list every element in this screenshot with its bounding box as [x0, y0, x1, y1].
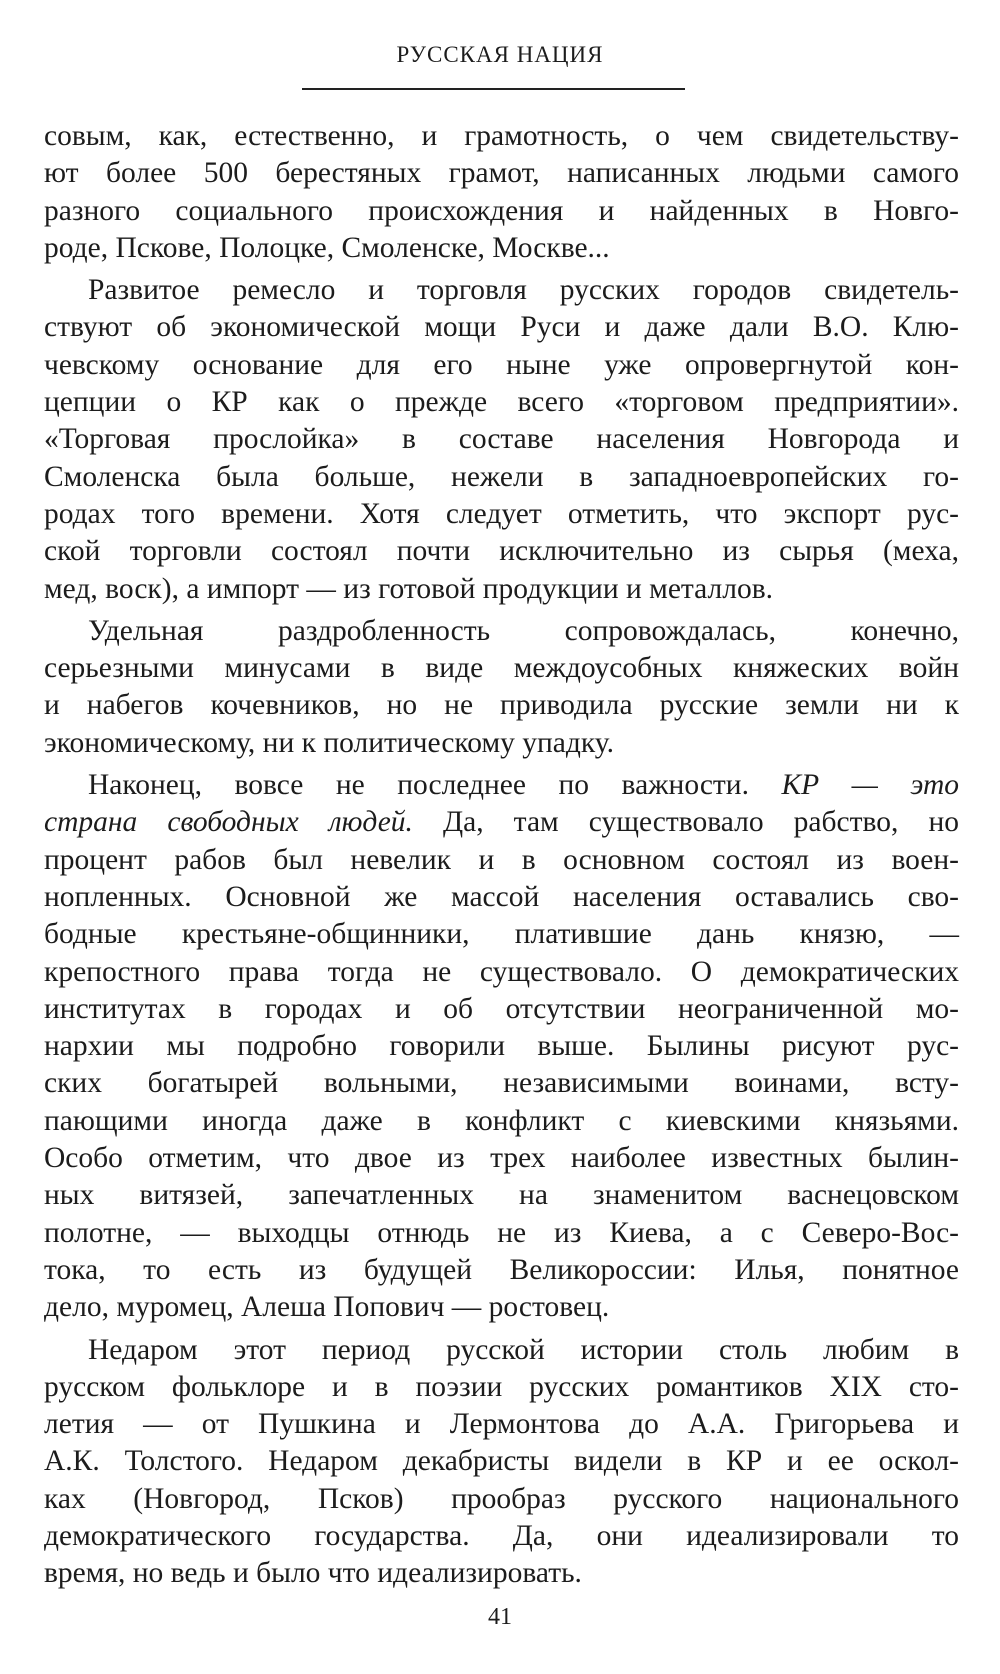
text-line: и набегов кочевников, но не приводила русские земли ни к: [44, 689, 959, 722]
text-line: демократического государства. Да, они идеализировали то: [44, 1519, 959, 1552]
text-line: нархии мы подробно говорили выше. Былины рисуют рус-: [44, 1030, 959, 1063]
emphasis-text: страна свободных людей.: [44, 806, 413, 839]
text-line: крепостного права тогда не существовало. О демократических: [44, 955, 959, 988]
header-rule: [302, 88, 685, 90]
text-line: процент рабов был невелик и в основном состоял из воен-: [44, 843, 959, 876]
text-line: ных витязей, запечатленных на знаменитом васнецовском: [44, 1179, 959, 1212]
text-line: Развитое ремесло и торговля русских городов свидетель-: [88, 274, 959, 307]
text-line: разного социального происхождения и найденных в Новго-: [44, 194, 959, 227]
page-number: 41: [488, 1604, 512, 1630]
text-line: тока, то есть из будущей Великороссии: Илья, понятное: [44, 1253, 959, 1286]
text-line: чевскому основание для его ныне уже опровергнутой кон-: [44, 348, 959, 381]
text-line: экономическому, ни к политическому упадку.: [44, 726, 614, 759]
emphasis-text: КР — это: [781, 769, 960, 802]
text-line: дело, муромец, Алеша Попович — ростовец.: [44, 1291, 610, 1324]
text-line: Смоленска была больше, нежели в западноевропейских го-: [44, 460, 959, 493]
text-line: русском фольклоре и в поэзии русских романтиков XIX сто-: [44, 1370, 959, 1403]
body-text: [44, 118, 959, 1593]
text-segment: Да, там существовало рабство, но: [443, 806, 959, 839]
text-line: мед, воск), а импорт — из готовой продукции и металлов.: [44, 572, 774, 605]
text-line: бодные крестьяне-общинники, платившие дань князю, —: [44, 918, 959, 951]
text-line: цепции о КР как о прежде всего «торговом предприятии».: [44, 386, 959, 419]
text-line: ских богатырей вольными, независимыми воинами, всту-: [44, 1067, 959, 1100]
text-line: ствуют об экономической мощи Руси и даже дали В.О. Клю-: [44, 311, 959, 344]
text-line: время, но ведь и было что идеализировать.: [44, 1557, 582, 1590]
text-line: серьезными минусами в виде междоусобных княжеских войн: [44, 652, 959, 685]
text-line: летия — от Пушкина и Лермонтова до А.А. Григорьева и: [44, 1408, 959, 1441]
text-line: родах того времени. Хотя следует отметить, что экспорт рус-: [44, 497, 959, 530]
text-line: Недаром этот период русской истории столь любим в: [88, 1333, 959, 1366]
text-line: нопленных. Основной же массой населения оставались сво-: [44, 880, 959, 913]
text-line: ют более 500 берестяных грамот, написанных людьми самого: [44, 157, 959, 190]
text-line: полотне, — выходцы отнюдь не из Киева, а с Северо-Вос-: [44, 1216, 959, 1249]
text-line: институтах в городах и об отсутствии неограниченной мо-: [44, 992, 959, 1025]
text-line: совым, как, естественно, и грамотность, о чем свидетельству-: [44, 120, 959, 152]
text-line: А.К. Толстого. Недаром декабристы видели в КР и ее оскол-: [44, 1445, 959, 1478]
text-line: Удельная раздробленность сопровождалась, конечно,: [88, 614, 959, 647]
text-line: роде, Пскове, Полоцке, Смоленске, Москве...: [44, 231, 610, 264]
text-line: ской торговли состоял почти исключительно из сырья (меха,: [44, 535, 959, 568]
text-segment: Наконец, вовсе не последнее по важности.: [88, 769, 749, 802]
text-line: Особо отметим, что двое из трех наиболее известных былин-: [44, 1142, 959, 1175]
text-line-mixed: [44, 767, 959, 804]
text-line: пающими иногда даже в конфликт с киевскими князьями.: [44, 1104, 959, 1137]
text-line: ках (Новгород, Псков) прообраз русского национального: [44, 1482, 959, 1515]
text-line-mixed: [44, 804, 959, 841]
text-line: «Торговая прослойка» в составе населения Новгорода и: [44, 423, 959, 456]
running-title: РУССКАЯ НАЦИЯ: [396, 42, 604, 67]
